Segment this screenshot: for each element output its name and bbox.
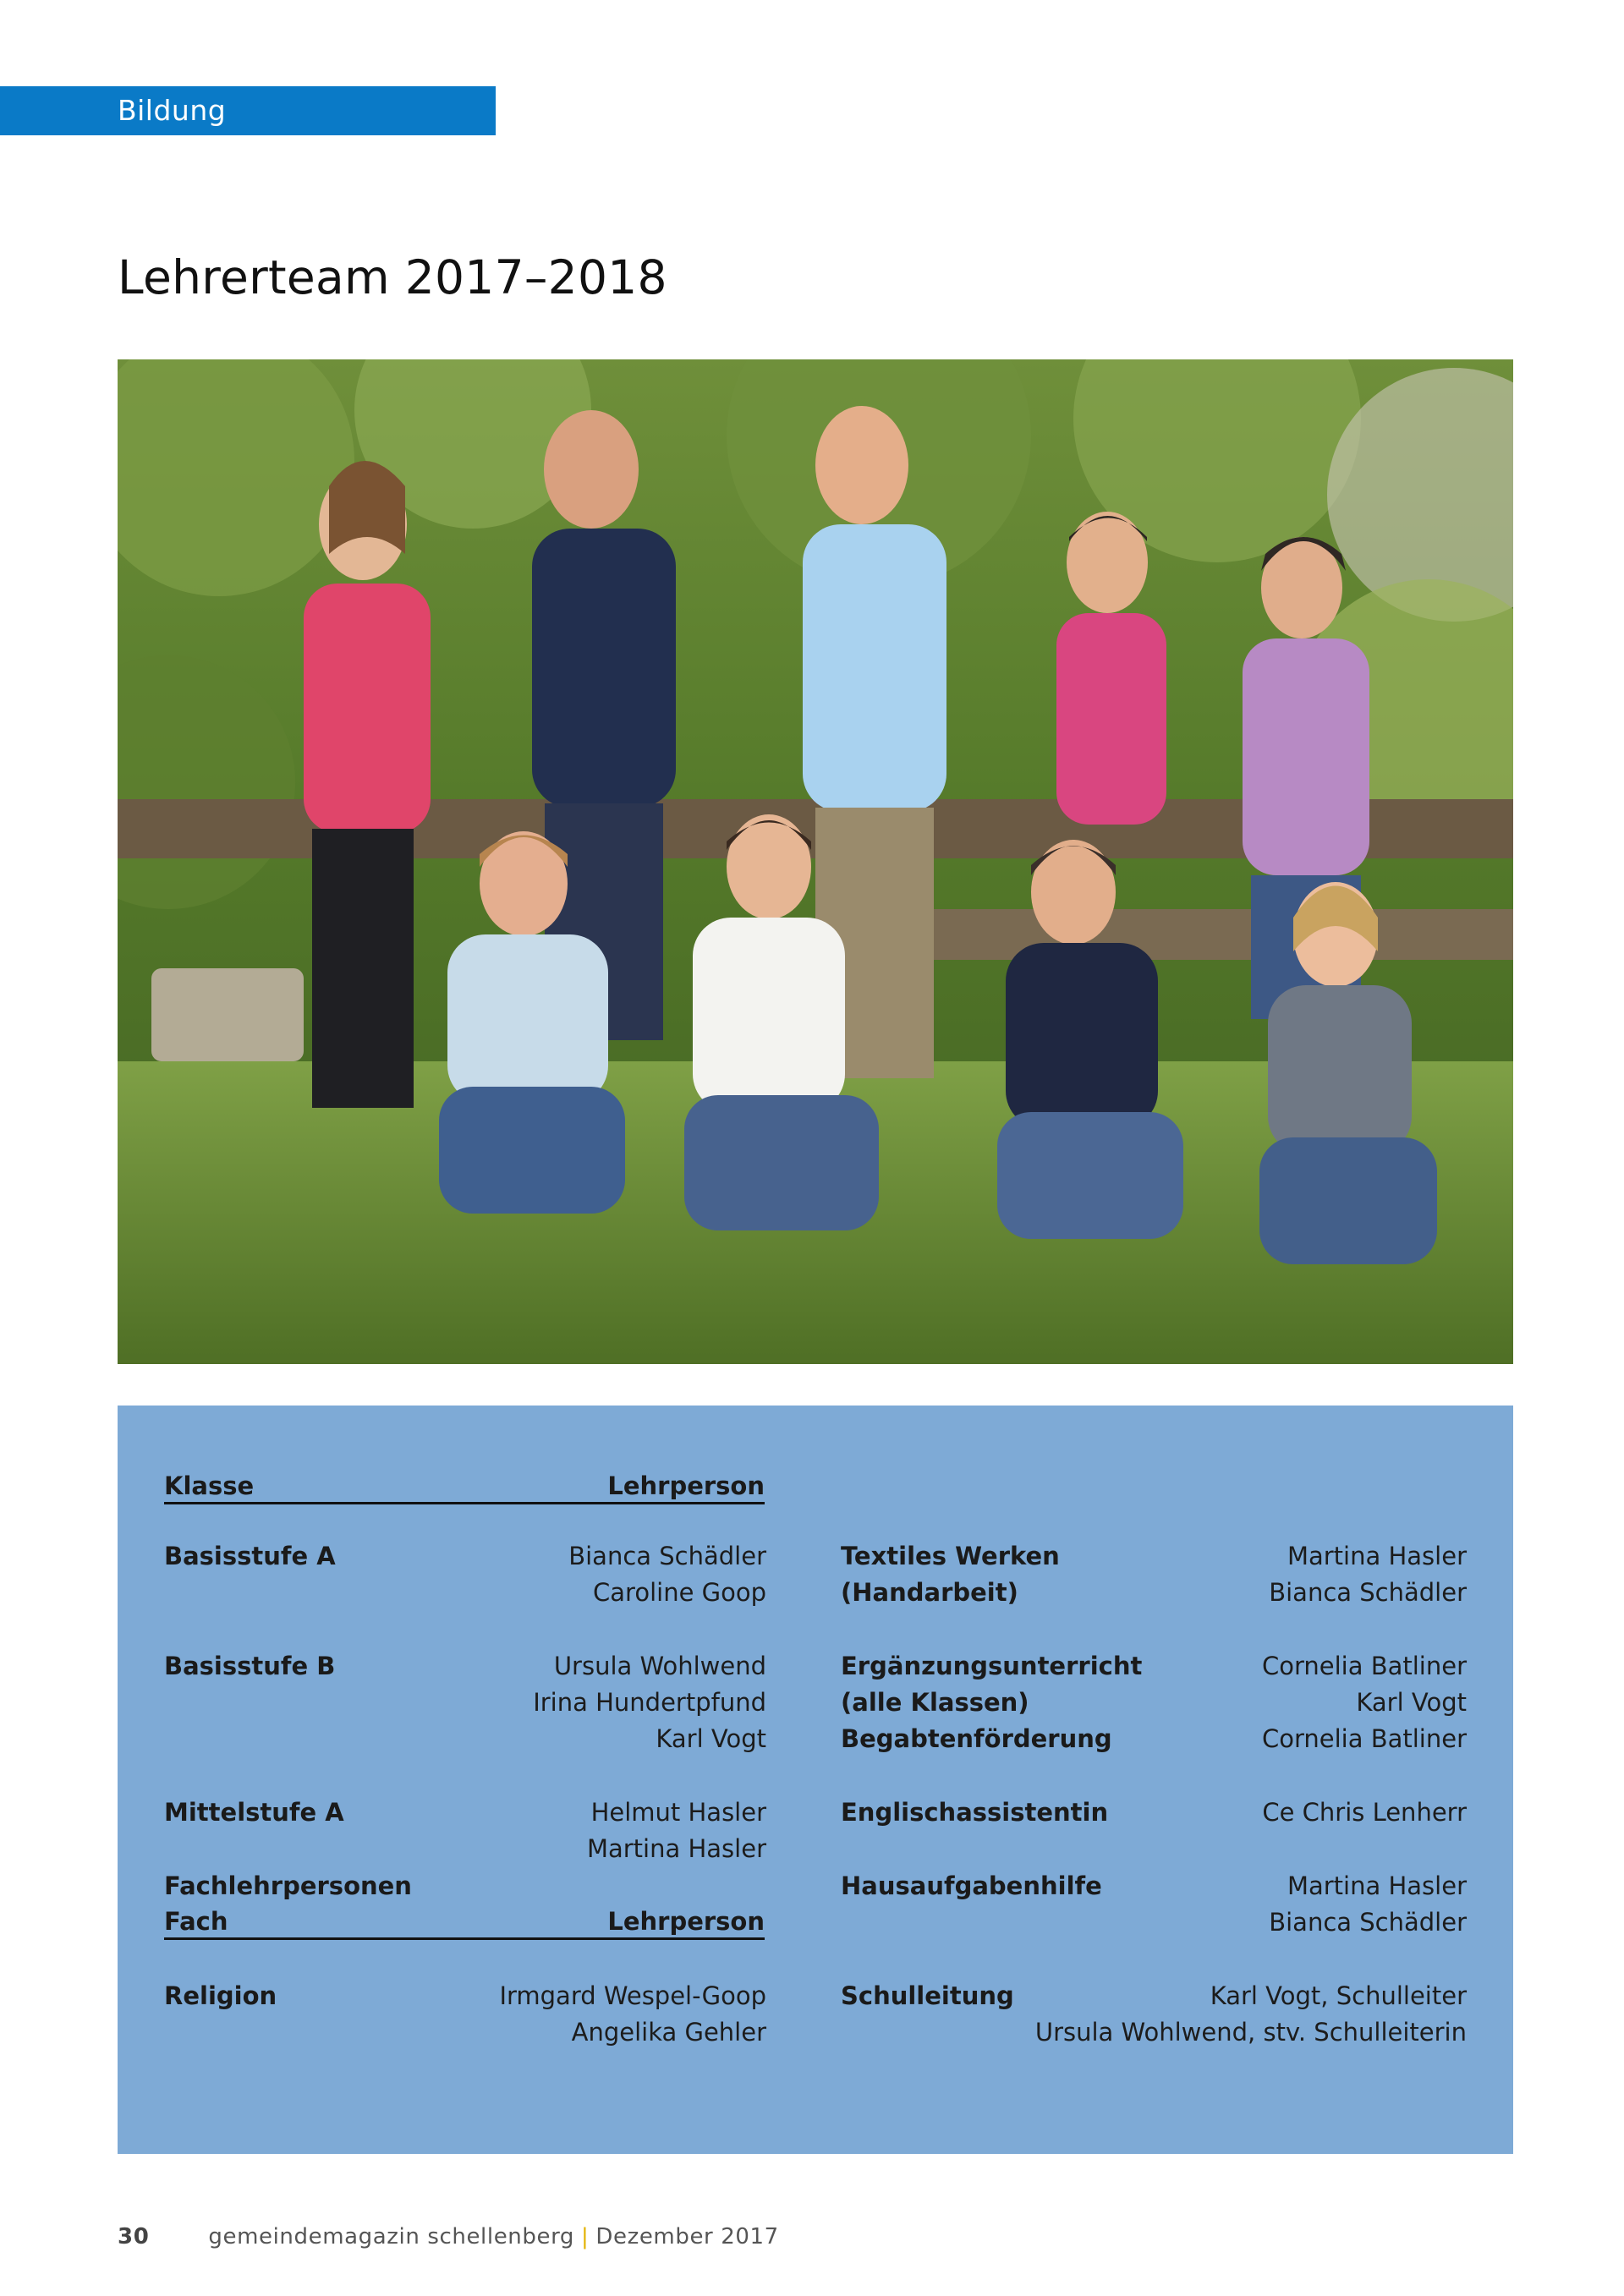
teacher-name: Karl Vogt xyxy=(656,1724,766,1753)
row-values xyxy=(1262,1721,1467,1757)
row-values xyxy=(1262,1648,1467,1721)
teacher-name: Cornelia Batliner xyxy=(1261,1724,1467,1753)
teacher-name: Bianca Schädler xyxy=(1269,1908,1467,1937)
teacher-name: Helmut Hasler xyxy=(590,1798,766,1827)
header-fach: Fach xyxy=(164,1907,228,1936)
teacher-name: Ursula Wohlwend, stv. Schulleiterin xyxy=(1034,2018,1467,2047)
row-label: Basisstufe A xyxy=(164,1542,336,1570)
row-values xyxy=(587,1795,766,1867)
fachlehrpersonen-label: Fachlehrpersonen xyxy=(164,1871,412,1900)
footer-separator: | xyxy=(581,2224,590,2249)
row-values xyxy=(1269,1538,1467,1611)
row-label xyxy=(841,1648,1142,1721)
teacher-name: Angelika Gehler xyxy=(571,2018,766,2047)
row-label: Schulleitung xyxy=(841,1981,1014,2010)
row-values xyxy=(1035,1978,1467,2051)
section-label: Bildung xyxy=(0,86,496,135)
header-lehrperson: Lehrperson xyxy=(607,1471,765,1500)
page-title: Lehrerteam 2017–2018 xyxy=(118,250,667,304)
page-number: 30 xyxy=(118,2224,150,2249)
label-line: Ergänzungsunterricht xyxy=(841,1652,1143,1680)
row-label: Begabtenförderung xyxy=(841,1724,1112,1753)
issue-date: Dezember 2017 xyxy=(595,2224,779,2249)
row-values xyxy=(1269,1868,1467,1941)
teacher-name: Karl Vogt, Schulleiter xyxy=(1210,1981,1467,2010)
row-label xyxy=(841,1538,1060,1611)
teacher-name: Martina Hasler xyxy=(586,1834,766,1863)
teacher-name: Ursula Wohlwend xyxy=(553,1652,766,1680)
row-values xyxy=(1262,1795,1467,1831)
teacher-name: Ce Chris Lenherr xyxy=(1262,1798,1467,1827)
teacher-name: Cornelia Batliner xyxy=(1261,1652,1467,1680)
teacher-name: Irmgard Wespel-Goop xyxy=(499,1981,766,2010)
teacher-name: Martina Hasler xyxy=(1287,1871,1467,1900)
header-klasse: Klasse xyxy=(164,1471,255,1500)
label-line: (alle Klassen) xyxy=(841,1688,1029,1717)
row-label: Basisstufe B xyxy=(164,1652,336,1680)
row-label: Englischassistentin xyxy=(841,1798,1109,1827)
row-values xyxy=(499,1978,766,2051)
header-lehrperson: Lehrperson xyxy=(607,1907,765,1936)
row-label: Religion xyxy=(164,1981,277,2010)
teacher-name: Irina Hundertpfund xyxy=(533,1688,766,1717)
class-header xyxy=(164,1471,765,1504)
teacher-name: Caroline Goop xyxy=(593,1578,766,1607)
page-footer xyxy=(118,2224,779,2249)
label-line: (Handarbeit) xyxy=(841,1578,1018,1607)
row-label: Mittelstufe A xyxy=(164,1798,344,1827)
label-line: Textiles Werken xyxy=(841,1542,1060,1570)
row-values xyxy=(568,1538,766,1611)
teacher-name: Karl Vogt xyxy=(1356,1688,1467,1717)
row-label: Hausaufgabenhilfe xyxy=(841,1871,1102,1900)
subject-header xyxy=(164,1907,765,1940)
teacher-name: Martina Hasler xyxy=(1287,1542,1467,1570)
teacher-table xyxy=(118,1406,1513,2154)
group-photo-teachers-icon xyxy=(118,359,1513,1364)
group-photo xyxy=(118,359,1513,1364)
magazine-name: gemeindemagazin schellenberg xyxy=(208,2224,574,2249)
row-values xyxy=(533,1648,766,1757)
teacher-name: Bianca Schädler xyxy=(1269,1578,1467,1607)
teacher-name: Bianca Schädler xyxy=(568,1542,766,1570)
